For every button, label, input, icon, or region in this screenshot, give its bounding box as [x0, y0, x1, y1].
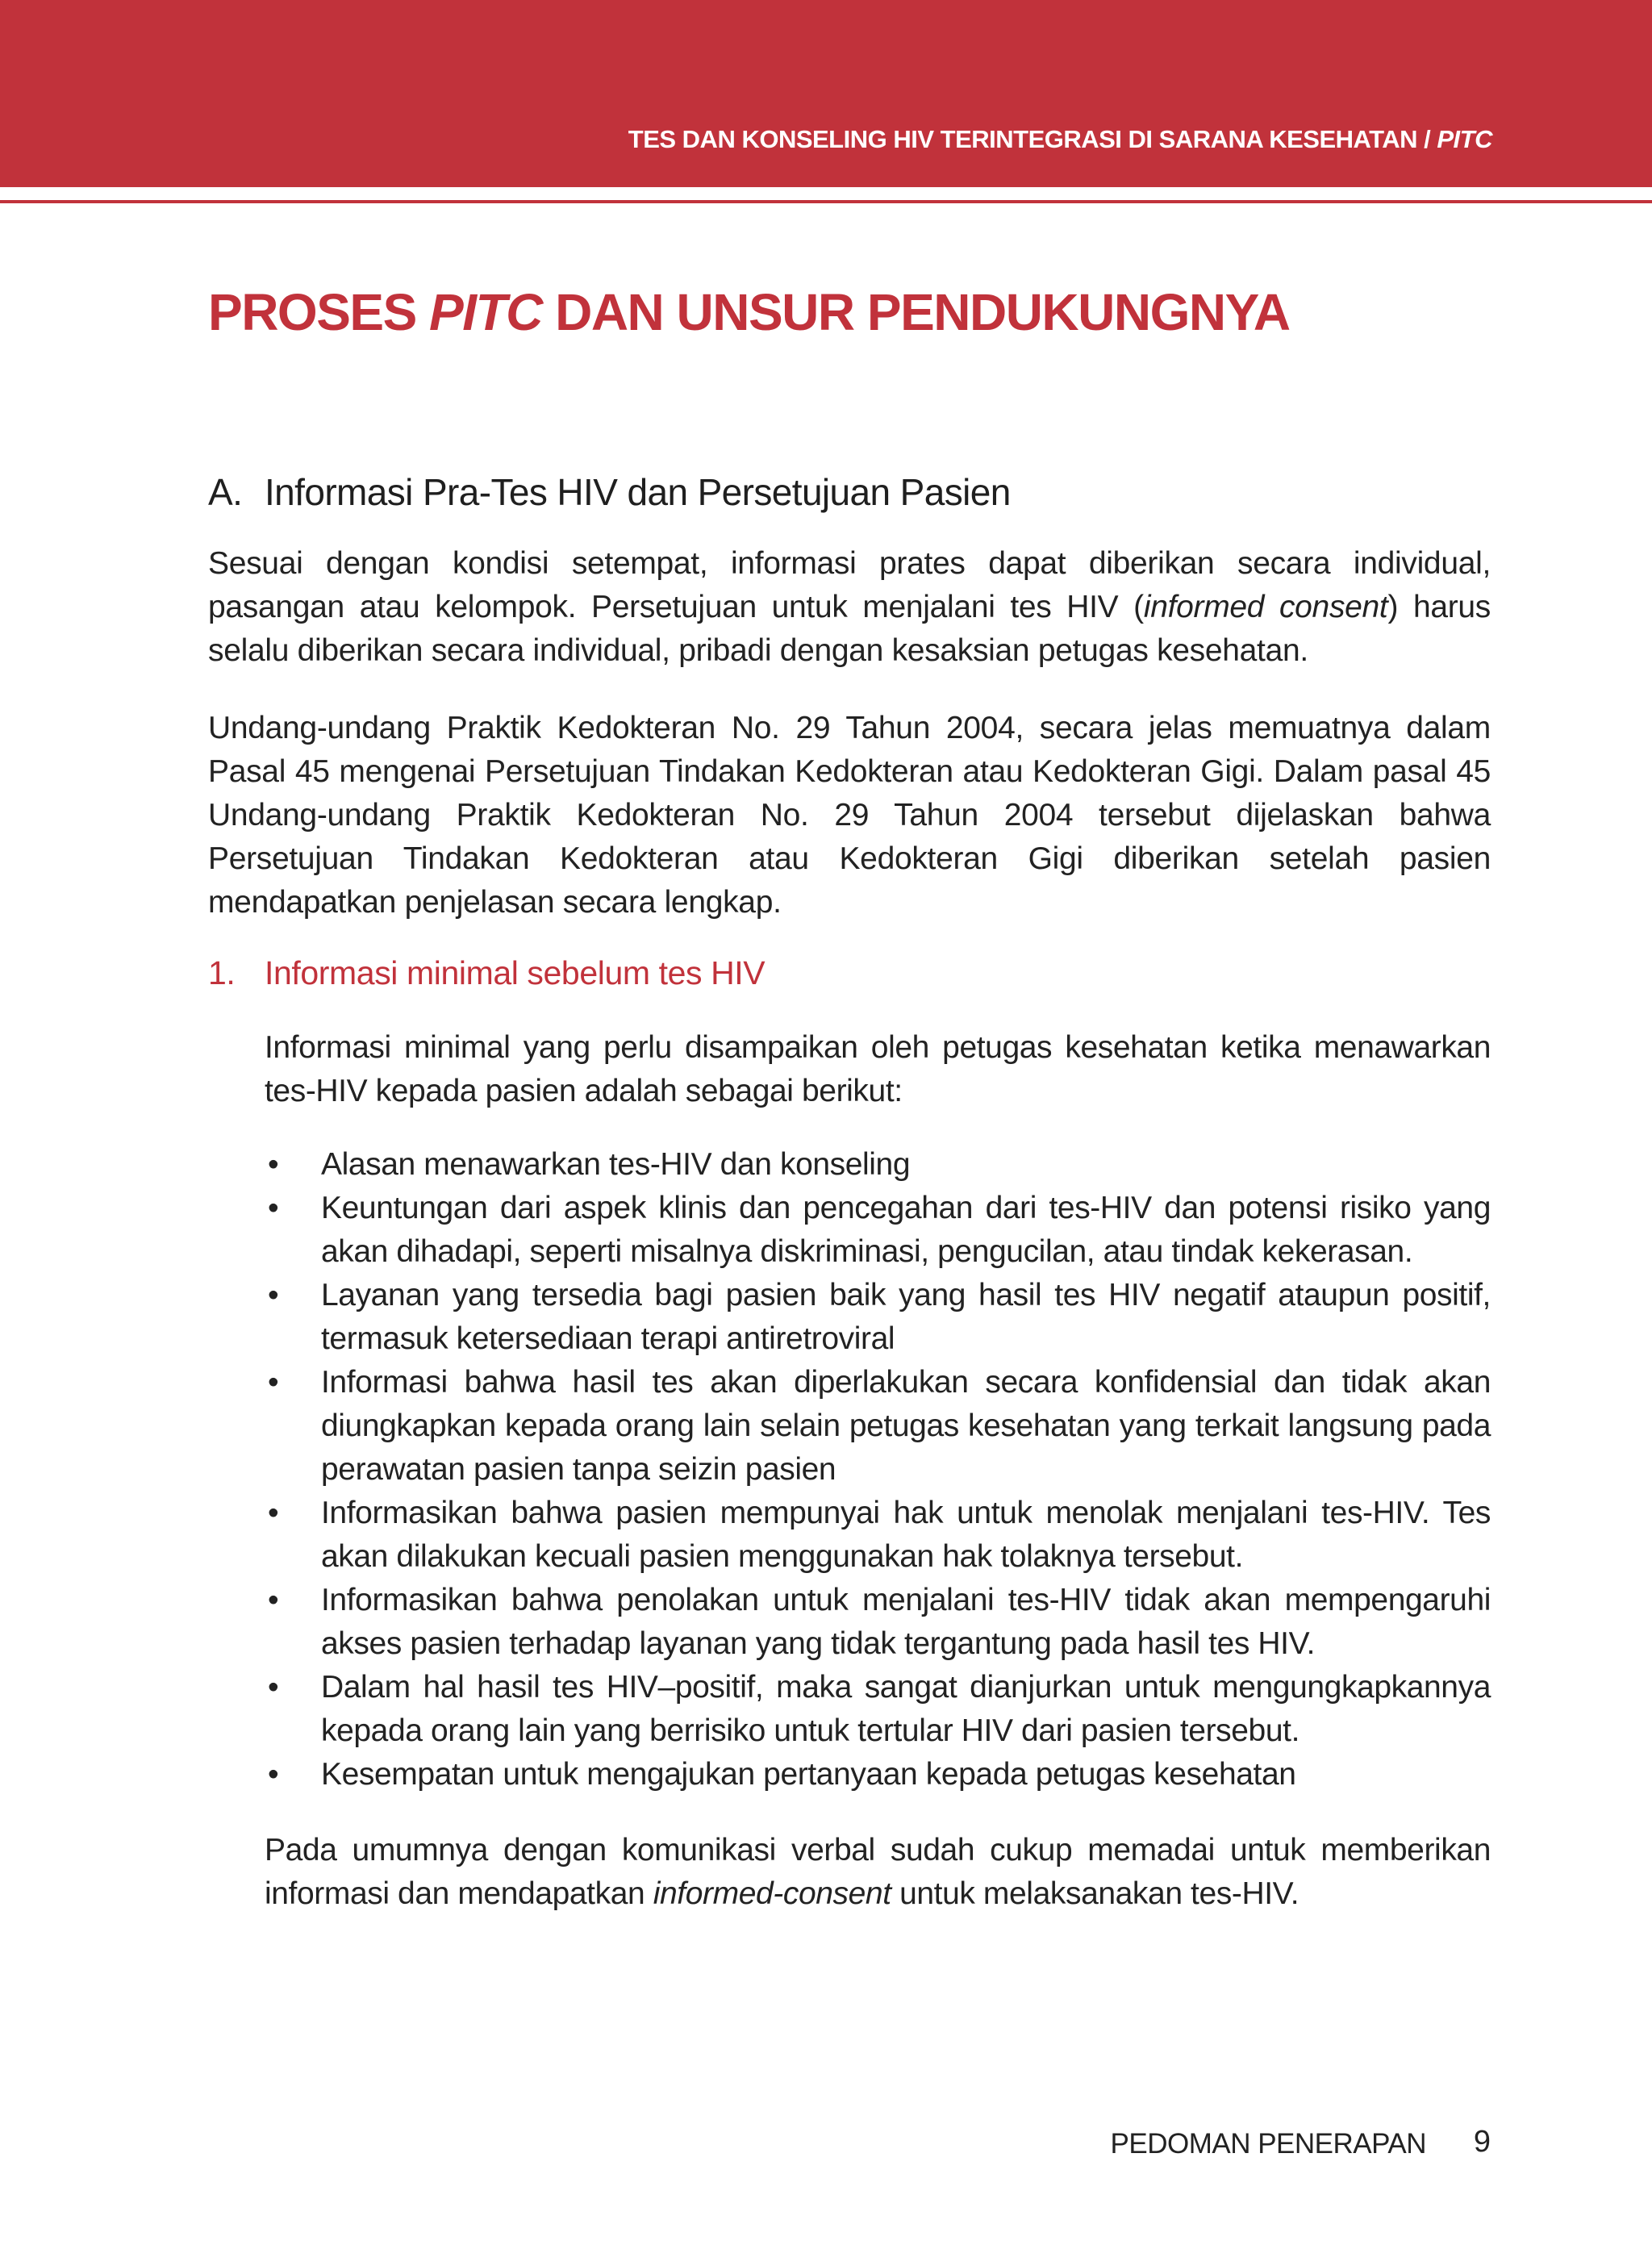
paragraph-text: ) harus selalu diberikan secara individual, pribadi dengan kesaksian petugas kesehatan. [208, 590, 1491, 668]
bullet-item [265, 1143, 1491, 1187]
running-header-text: TES DAN KONSELING HIV TERINTEGRASI DI SARANA KESEHATAN / [628, 125, 1437, 153]
bullet-icon: • [268, 1147, 279, 1182]
paragraph-text: Sesuai dengan kondisi setempat, informasi prates dapat diberikan secara individual, pasangan atau kelompok. Persetujuan untuk menjalani tes HIV ( [208, 546, 1491, 624]
running-header-acronym: PITC [1437, 125, 1492, 153]
subsection-1-closing [265, 1829, 1491, 1916]
paragraph-text: untuk melaksanakan tes-HIV. [891, 1876, 1299, 1911]
footer-label: PEDOMAN PENERAPAN [1110, 2128, 1426, 2160]
bullet-icon: • [268, 1278, 279, 1312]
section-a-paragraph-2: Undang-undang Praktik Kedokteran No. 29 Tahun 2004, secara jelas memuatnya dalam Pasal 45 mengenai Persetujuan Tindakan Kedokteran atau Kedokteran Gigi. Dalam pasal 45 Undang-undang Praktik Kedokteran No. 29 Tahun 2004 tersebut dijelaskan bahwa Persetujuan Tindakan Kedokteran atau Kedokteran Gigi diberikan setelah pasien mendapatkan penjelasan secara lengkap. [208, 711, 1491, 920]
subsection-1-heading [208, 954, 765, 992]
section-a-number: A. [208, 471, 243, 513]
paragraph-text: Pada umumnya dengan komunikasi verbal sudah cukup memadai untuk memberikan informasi dan mendapatkan [265, 1833, 1491, 1911]
bullet-item [265, 1579, 1491, 1666]
bullet-item [265, 1361, 1491, 1492]
section-a-paragraph-1 [208, 542, 1491, 673]
chapter-title-acronym: PITC [429, 283, 542, 341]
bullet-item [265, 1753, 1491, 1797]
subsection-1-number: 1. [208, 954, 236, 991]
bullet-text: Alasan menawarkan tes-HIV dan konseling [321, 1147, 911, 1182]
subsection-1-intro: Informasi minimal yang perlu disampaikan oleh petugas kesehatan ketika menawarkan tes-HIV kepada pasien adalah sebagai berikut: [265, 1030, 1491, 1108]
chapter-title-part1: PROSES [208, 283, 430, 341]
header-divider [0, 200, 1652, 203]
section-a-title: Informasi Pra-Tes HIV dan Persetujuan Pasien [265, 471, 1011, 513]
bullet-text: Keuntungan dari aspek klinis dan pencegahan dari tes-HIV dan potensi risiko yang akan dihadapi, seperti misalnya diskriminasi, pengucilan, atau tindak kekerasan. [321, 1191, 1491, 1269]
bullet-icon: • [268, 1191, 279, 1225]
bullet-text: Informasikan bahwa pasien mempunyai hak untuk menolak menjalani tes-HIV. Tes akan dilakukan kecuali pasien menggunakan hak tolaknya tersebut. [321, 1496, 1491, 1574]
chapter-title [208, 282, 1290, 342]
bullet-text: Layanan yang tersedia bagi pasien baik yang hasil tes HIV negatif ataupun positif, termasuk ketersediaan terapi antiretroviral [321, 1278, 1491, 1356]
bullet-icon: • [268, 1496, 279, 1530]
paragraph-italic-term: informed-consent [653, 1876, 891, 1911]
paragraph-italic-term: informed consent [1143, 590, 1388, 624]
bullet-item [265, 1274, 1491, 1361]
bullet-item [265, 1187, 1491, 1274]
bullet-icon: • [268, 1583, 279, 1617]
header-band [0, 0, 1652, 187]
bullet-text: Kesempatan untuk mengajukan pertanyaan kepada petugas kesehatan [321, 1757, 1296, 1792]
page-number: 9 [1473, 2125, 1491, 2159]
chapter-title-part2: DAN UNSUR PENDUKUNGNYA [541, 283, 1290, 341]
bullet-text: Informasi bahwa hasil tes akan diperlakukan secara konfidensial dan tidak akan diungkapkan kepada orang lain selain petugas kesehatan yang terkait langsung pada perawatan pasien tanpa seizin pasien [321, 1365, 1491, 1487]
bullet-text: Dalam hal hasil tes HIV–positif, maka sangat dianjurkan untuk mengungkapkannya kepada orang lain yang berrisiko untuk tertular HIV dari pasien tersebut. [321, 1670, 1491, 1748]
bullet-item [265, 1666, 1491, 1753]
bullet-text: Informasikan bahwa penolakan untuk menjalani tes-HIV tidak akan mempengaruhi akses pasien terhadap layanan yang tidak tergantung pada hasil tes HIV. [321, 1583, 1491, 1661]
info-bullet-list [265, 1143, 1491, 1797]
bullet-icon: • [268, 1670, 279, 1705]
running-header [628, 125, 1492, 154]
bullet-icon: • [268, 1757, 279, 1792]
subsection-1-title: Informasi minimal sebelum tes HIV [265, 954, 766, 991]
bullet-icon: • [268, 1365, 279, 1400]
bullet-item [265, 1492, 1491, 1579]
section-a-heading [208, 470, 1011, 514]
